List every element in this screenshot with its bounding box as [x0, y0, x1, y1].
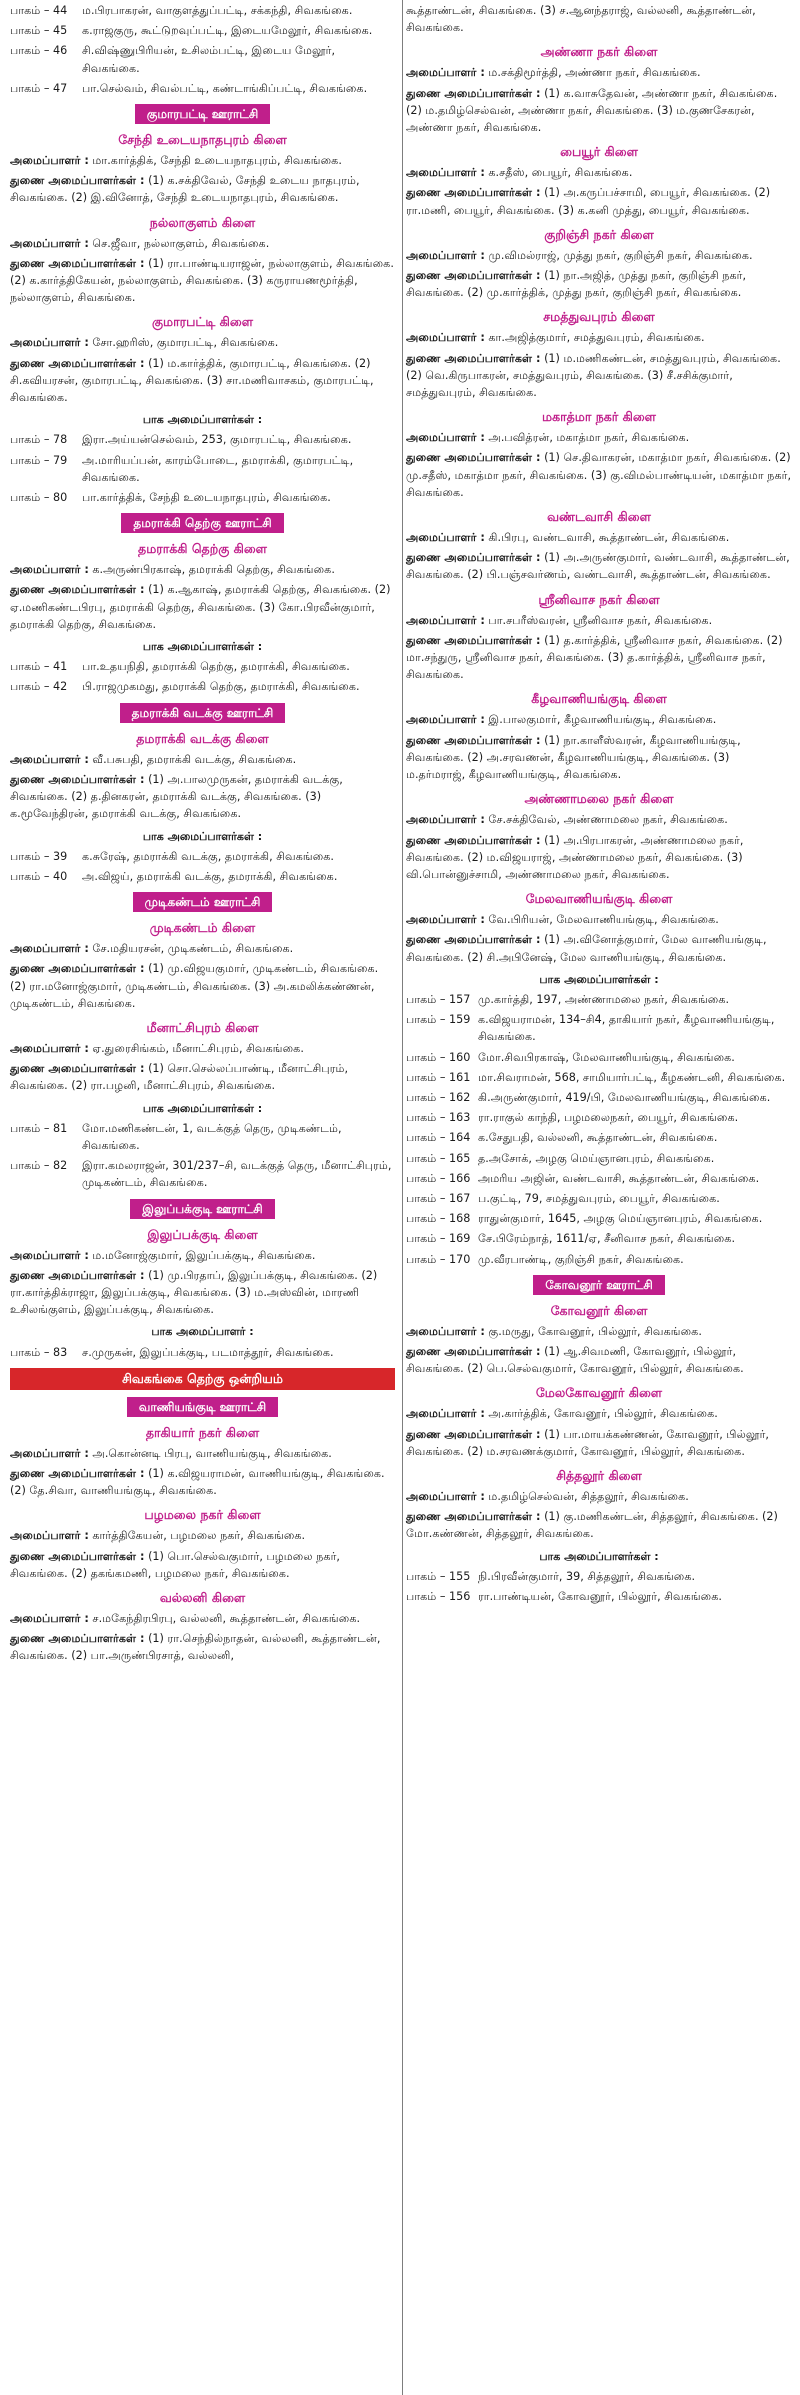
booth-organiser: ராதுன்குமார், 1645, அழகு மெய்ஞானபுரம், சிவகங்கை. — [478, 1212, 763, 1226]
appointment-entry — [406, 1488, 792, 1505]
appointment-names: (1) க.விஜயராமன், வாணியங்குடி, சிவகங்கை. (2) தே.சிவா, வாணியங்குடி, சிவகங்கை. — [10, 1466, 385, 1498]
booth-row — [406, 1129, 792, 1146]
booth-number: பாகம் – 169 — [406, 1232, 471, 1246]
branch-heading: இலுப்பக்குடி கிளை — [147, 1226, 258, 1242]
appointment-entry — [406, 164, 792, 181]
booth-number: பாகம் – 39 — [10, 849, 68, 863]
booth-number: பாகம் – 79 — [10, 453, 68, 467]
appointment-names: (1) ஆ.சிவமணி, கோவனூர், பில்லூர், சிவகங்கை. (2) பெ.செல்வகுமார், கோவனூர், பில்லூர், சிவகங்கை. — [406, 1344, 744, 1376]
appointment-role: அமைப்பாளர் : — [10, 752, 89, 766]
booth-organisers-heading: பாக அமைப்பாளர்கள் : — [142, 829, 263, 843]
booth-row — [406, 1011, 792, 1045]
booth-organiser: பா.செல்வம், சிவல்பட்டி, கண்டாங்கிப்பட்டி, சிவகங்கை. — [82, 81, 368, 95]
appointment-entry — [10, 334, 395, 351]
appointment-entry — [10, 152, 395, 169]
appointment-entry — [406, 1426, 792, 1460]
appointment-names: ம.தமிழ்செல்வன், சித்தலூர், சிவகங்கை. — [488, 1489, 689, 1503]
column-divider — [402, 0, 403, 2395]
appointment-names: (1) நா.அஜித், முத்து நகர், குறிஞ்சி நகர், சிவகங்கை. (2) மு.கார்த்திக், முத்து நகர், குறிஞ்சி நகர், சிவகங்கை. — [406, 269, 747, 300]
continued-text: கூத்தாண்டன், சிவகங்கை. (3) ச.ஆனந்தராஜ், வல்லனி, கூத்தாண்டன், சிவகங்கை. — [406, 4, 756, 35]
appointment-entry — [10, 1267, 395, 1319]
booth-row — [10, 2, 395, 19]
booth-row — [10, 678, 395, 695]
booth-row — [10, 80, 395, 97]
appointment-entry — [406, 1343, 792, 1377]
appointment-role: துணை அமைப்பாளர்கள் : — [10, 1549, 145, 1563]
booth-row — [10, 431, 395, 448]
appointment-names: ம.சக்திமூர்த்தி, அண்ணா நகர், சிவகங்கை. — [488, 66, 701, 80]
appointment-names: (1) கு.மணிகண்டன், சித்தலூர், சிவகங்கை. (2) மோ.கண்ணன், சித்தலூர், சிவகங்கை. — [406, 1510, 778, 1541]
appointment-role: துணை அமைப்பாளர்கள் : — [10, 1466, 145, 1480]
appointment-entry — [10, 940, 395, 957]
appointment-names: கா.அஜித்குமார், சமத்துவபுரம், சிவகங்கை. — [488, 331, 705, 345]
appointment-role: அமைப்பாளர் : — [406, 1489, 485, 1503]
panchayat-banner — [10, 513, 395, 533]
booth-organiser: சே.பிரேம்நாத், 1611/ஏ, சீனிவாச நகர், சிவகங்கை. — [478, 1232, 736, 1246]
booth-organisers-heading: பாக அமைப்பாளர் : — [151, 1325, 254, 1339]
booth-row — [406, 1069, 792, 1086]
booth-number: பாகம் – 167 — [406, 1191, 471, 1205]
branch-heading: சேந்தி உடையநாதபுரம் கிளை — [118, 132, 287, 148]
panchayat-banner-label: வாணியங்குடி ஊராட்சி — [127, 1397, 278, 1417]
appointment-names: (1) சொ.செல்லப்பாண்டி, மீனாட்சிபுரம், சிவகங்கை. (2) ரா.பழனி, மீனாட்சிபுரம், சிவகங்கை. — [10, 1062, 349, 1093]
appointment-role: அமைப்பாளர் : — [406, 1324, 485, 1338]
appointment-entry — [406, 549, 792, 583]
booth-row — [406, 1230, 792, 1247]
booth-number: பாகம் – 156 — [406, 1590, 471, 1603]
appointment-role: அமைப்பாளர் : — [406, 531, 485, 545]
appointment-names: (1) பா.மாயக்கண்ணன், கோவனூர், பில்லூர், சிவகங்கை. (2) ம.சரவணக்குமார், கோவனூர், பில்லூர், சிவகங்கை. — [406, 1427, 769, 1458]
appointment-entry — [406, 267, 792, 301]
booth-organiser: இரா.அய்யன்செல்வம், 253, குமாரபட்டி, சிவகங்கை. — [82, 433, 352, 447]
appointment-names: (1) த.கார்த்திக், ஸ்ரீனிவாச நகர், சிவகங்கை. (2) மா.சந்துரு, ஸ்ரீனிவாச நகர், சிவகங்கை. (3) த.கார்த்திக், ஸ்ரீனிவாச நகர், சிவகங்கை. — [406, 633, 783, 682]
appointment-names: (1) செ.திவாகரன், மகாத்மா நகர், சிவகங்கை. (2) மு.சதீஸ், மகாத்மா நகர், சிவகங்கை. (3) கு.விமல்பாண்டியன், மகாத்மா நகர், சிவகங்கை. — [406, 451, 792, 499]
appointment-entry — [406, 449, 792, 501]
appointment-names: (1) மு.விஜயகுமார், முடிகண்டம், சிவகங்கை. (2) ரா.மனோஜ்குமார், முடிகண்டம், சிவகங்கை. (3) அ.கமலிக்கண்ணன், முடிகண்டம், சிவகங்கை. — [10, 962, 379, 1010]
union-heading: சிவகங்கை தெற்கு ஒன்றியம் — [10, 1368, 395, 1390]
booth-number: பாகம் – 78 — [10, 433, 68, 447]
appointment-entry — [10, 751, 395, 768]
appointment-role: அமைப்பாளர் : — [10, 563, 89, 577]
booth-organiser: ம.பிரபாகரன், வாகுளத்துப்பட்டி, சக்கந்தி, சிவகங்கை. — [82, 4, 353, 17]
booth-number: பாகம் – 45 — [10, 24, 68, 38]
appointment-role: துணை அமைப்பாளர்கள் : — [10, 1632, 145, 1646]
appointment-names: மு.விமல்ராஜ், முத்து நகர், குறிஞ்சி நகர், சிவகங்கை. — [488, 248, 753, 262]
booth-number: பாகம் – 42 — [10, 680, 68, 694]
booth-organisers-heading: பாக அமைப்பாளர்கள் : — [539, 972, 659, 986]
branch-heading: குமாரபட்டி கிளை — [152, 314, 253, 330]
appointment-role: துணை அமைப்பாளர்கள் : — [406, 451, 541, 465]
appointment-entry — [10, 1630, 395, 1664]
panchayat-banner-label: முடிகண்டம் ஊராட்சி — [133, 892, 273, 912]
branch-heading: தமராக்கி வடக்கு கிளை — [136, 730, 269, 746]
booth-organiser: மு.வீரபாண்டி, குறிஞ்சி நகர், சிவகங்கை. — [478, 1252, 684, 1266]
appointment-entry — [406, 1405, 792, 1422]
appointment-names: (1) க.ஆகாஷ், தமராக்கி தெற்கு, சிவகங்கை. (2) ஏ.மணிகண்டபிரபு, தமராக்கி தெற்கு, சிவகங்கை. (3) கோ.பிரவீன்குமார், தமராக்கி தெற்கு, சிவகங்கை. — [10, 583, 391, 631]
appointment-role: அமைப்பாளர் : — [406, 913, 485, 927]
appointment-names: அ.கொன்னடி பிரபு, வாணியங்குடி, சிவகங்கை. — [92, 1446, 332, 1460]
panchayat-banner-label: இலுப்பக்குடி ஊராட்சி — [130, 1199, 274, 1219]
appointment-entry — [406, 732, 792, 784]
appointment-names: செ.ஜீவா, நல்லாகுளம், சிவகங்கை. — [92, 236, 270, 250]
appointment-entry — [10, 561, 395, 578]
appointment-names: அ.கார்த்திக், கோவனூர், பில்லூர், சிவகங்கை. — [488, 1407, 718, 1421]
booth-number: பாகம் – 159 — [406, 1013, 471, 1027]
booth-number: பாகம் – 41 — [10, 660, 68, 674]
appointment-role: அமைப்பாளர் : — [10, 154, 89, 168]
booth-organisers-heading: பாக அமைப்பாளர்கள் : — [142, 1101, 263, 1115]
appointment-entry — [406, 64, 792, 81]
branch-heading: மேலகோவனூர் கிளை — [535, 1385, 663, 1401]
panchayat-banner-label: தமராக்கி தெற்கு ஊராட்சி — [121, 513, 283, 533]
appointment-entry — [10, 1060, 395, 1094]
appointment-role: அமைப்பாளர் : — [10, 1248, 89, 1262]
appointment-entry — [10, 1040, 395, 1057]
appointment-names: (1) பொ.செல்வகுமார், பழமலை நகர், சிவகங்கை. (2) தகங்கமணி, பழமலை நகர், சிவகங்கை. — [10, 1549, 340, 1580]
booth-row — [10, 1157, 395, 1191]
appointment-entry — [406, 632, 792, 684]
appointment-names: (1) க.வாசுதேவன், அண்ணா நகர், சிவகங்கை. (2) ம.தமிழ்செல்வன், அண்ணா நகர், சிவகங்கை. (3) ம.குணசேகரன், அண்ணா நகர், சிவகங்கை. — [406, 86, 778, 135]
appointment-role: அமைப்பாளர் : — [406, 431, 485, 445]
appointment-entry — [406, 832, 792, 884]
branch-heading: மீனாட்சிபுரம் கிளை — [146, 1019, 259, 1035]
booth-row — [406, 1588, 792, 1605]
appointment-role: துணை அமைப்பாளர்கள் : — [406, 933, 541, 947]
booth-row — [406, 1109, 792, 1126]
appointment-names: (1) அ.கருப்பச்சாமி, பையூர், சிவகங்கை. (2) ரா.மணி, பையூர், சிவகங்கை. (3) க.கனி முத்து, பையூர், சிவகங்கை. — [406, 186, 771, 217]
appointment-entry — [10, 1445, 395, 1462]
appointment-role: அமைப்பாளர் : — [10, 1529, 89, 1543]
booth-row — [406, 1089, 792, 1106]
booth-number: பாகம் – 40 — [10, 869, 68, 883]
appointment-names: சோ.ஹரிஸ், குமாரபட்டி, சிவகங்கை. — [92, 336, 279, 350]
booth-organiser: ச.முருகன், இலுப்பக்குடி, படமாத்தூர், சிவகங்கை. — [82, 1345, 334, 1359]
appointment-role: துணை அமைப்பாளர்கள் : — [10, 772, 145, 786]
booth-organiser: பி.ராஜமுகமது, தமராக்கி தெற்கு, தமராக்கி, சிவகங்கை. — [82, 680, 360, 694]
appointment-role: அமைப்பாளர் : — [406, 813, 485, 827]
appointment-entry — [406, 85, 792, 137]
booth-organiser: மு.கார்த்தி, 197, அண்ணாமலை நகர், சிவகங்கை. — [478, 992, 730, 1006]
booth-number: பாகம் – 82 — [10, 1159, 68, 1173]
panchayat-banner — [10, 1199, 395, 1219]
branch-heading: அண்ணாமலை நகர் கிளை — [524, 791, 674, 807]
appointment-names: (1) அ.வினோத்குமார், மேல வாணியங்குடி, சிவகங்கை. (2) சி.அபினேஷ், மேல வாணியங்குடி, சிவகங்கை. — [406, 933, 767, 964]
booth-row — [406, 1190, 792, 1207]
booth-organiser: ரா.ராகுல் காந்தி, பழமலைநகர், பையூர், சிவகங்கை. — [478, 1111, 739, 1125]
right-column — [406, 2, 792, 1668]
branch-heading: தாகியார் நகர் கிளை — [145, 1424, 260, 1440]
appointment-names: (1) அ.அருண்குமார், வண்டவாசி, கூத்தாண்டன், சிவகங்கை. (2) பி.பஞ்சவர்ணம், வண்டவாசி, கூத்தாண்டன், சிவகங்கை. — [406, 551, 790, 582]
booth-organiser: பா.கார்த்திக், சேந்தி உடையநாதபுரம், சிவகங்கை. — [82, 491, 331, 505]
panchayat-banner — [10, 703, 395, 723]
appointment-role: அமைப்பாளர் : — [406, 1407, 485, 1421]
booth-organiser: அமரிய அஜின், வண்டவாசி, கூத்தாண்டன், சிவகங்கை. — [478, 1171, 760, 1185]
booth-number: பாகம் – 165 — [406, 1151, 471, 1165]
appointment-names: அ.பவித்ரன், மகாத்மா நகர், சிவகங்கை. — [488, 431, 690, 445]
appointment-role: துணை அமைப்பாளர்கள் : — [406, 833, 541, 847]
appointment-role: துணை அமைப்பாளர்கள் : — [406, 1344, 541, 1358]
panchayat-banner — [10, 1397, 395, 1417]
appointment-role: துணை அமைப்பாளர்கள் : — [10, 174, 145, 188]
appointment-names: பா.சபரீஸ்வரன், ஸ்ரீனிவாச நகர், சிவகங்கை. — [488, 613, 713, 627]
appointment-entry — [10, 1527, 395, 1544]
appointment-role: துணை அமைப்பாளர்கள் : — [406, 1510, 541, 1524]
appointment-role: அமைப்பாளர் : — [10, 1041, 89, 1055]
appointment-role: துணை அமைப்பாளர்கள் : — [406, 733, 541, 747]
appointment-entry — [406, 1323, 792, 1340]
booth-number: பாகம் – 161 — [406, 1070, 471, 1084]
booth-number: பாகம் – 80 — [10, 491, 68, 505]
appointment-entry — [10, 1247, 395, 1264]
appointment-entry — [406, 529, 792, 546]
appointment-entry — [406, 429, 792, 446]
panchayat-banner-label: தமராக்கி வடக்கு ஊராட்சி — [120, 703, 286, 723]
appointment-entry — [406, 931, 792, 965]
booth-row — [406, 1251, 792, 1268]
branch-heading: சித்தலூர் கிளை — [556, 1467, 642, 1483]
appointment-role: அமைப்பாளர் : — [406, 66, 485, 80]
booth-row — [10, 1344, 395, 1361]
booth-number: பாகம் – 44 — [10, 4, 68, 17]
appointment-names: க.அருண்பிரகாஷ், தமராக்கி தெற்கு, சிவகங்கை. — [92, 563, 335, 577]
appointment-role: துணை அமைப்பாளர்கள் : — [10, 256, 145, 270]
booth-number: பாகம் – 46 — [10, 44, 68, 58]
panchayat-banner-label: கோவனூர் ஊராட்சி — [533, 1275, 664, 1295]
booth-number: பாகம் – 47 — [10, 81, 68, 95]
booth-organiser: பா.உதயநிதி, தமராக்கி தெற்கு, தமராக்கி, சிவகங்கை. — [82, 660, 350, 674]
appointment-names: மா.கார்த்திக், சேந்தி உடையநாதபுரம், சிவகங்கை. — [92, 154, 342, 168]
branch-heading: கீழவாணியங்குடி கிளை — [531, 691, 667, 707]
booth-organiser: மோ.சிவபிரகாஷ், மேலவாணியங்குடி, சிவகங்கை. — [478, 1050, 735, 1064]
appointment-entry — [406, 184, 792, 218]
booth-row — [10, 1120, 395, 1154]
booth-row — [10, 848, 395, 865]
booth-row — [406, 1170, 792, 1187]
appointment-names: சே.மதியரசன், முடிகண்டம், சிவகங்கை. — [92, 942, 294, 956]
appointment-role: அமைப்பாளர் : — [10, 336, 89, 350]
booth-row — [10, 452, 395, 486]
appointment-entry — [406, 350, 792, 402]
booth-organiser: அ.விஜய், தமராக்கி வடக்கு, தமராக்கி, சிவகங்கை. — [82, 869, 338, 883]
appointment-role: அமைப்பாளர் : — [10, 942, 89, 956]
appointment-role: அமைப்பாளர் : — [406, 166, 485, 180]
appointment-names: (1) நா.காளீஸ்வரன், கீழவாணியங்குடி, சிவகங்கை. (2) அ.சரவணன், கீழவாணியங்குடி, சிவகங்கை. (3) ம.தர்மராஜ், கீழவாணியங்குடி, சிவகங்கை. — [406, 733, 741, 782]
appointment-entry — [406, 711, 792, 728]
branch-heading: பழமலை நகர் கிளை — [144, 1507, 261, 1523]
appointment-entry — [406, 1508, 792, 1542]
booth-organiser: மா.சிவராமன், 568, சாமியார்பட்டி, கீழகண்டனி, சிவகங்கை. — [478, 1070, 786, 1084]
appointment-names: (1) ம.கார்த்திக், குமாரபட்டி, சிவகங்கை. (2) சி.கவியரசன், குமாரபட்டி, சிவகங்கை. (3) சா.மணிவாசகம், குமாரபட்டி, சிவகங்கை. — [10, 356, 374, 405]
appointment-role: துணை அமைப்பாளர்கள் : — [406, 351, 541, 365]
booth-organiser: அ.மாரியப்பன், காரம்போடை, தமராக்கி, குமாரபட்டி, சிவகங்கை. — [82, 453, 354, 484]
booth-organisers-heading: பாக அமைப்பாளர்கள் : — [142, 413, 263, 427]
booth-number: பாகம் – 163 — [406, 1111, 471, 1125]
booth-organiser: க.சுரேஷ், தமராக்கி வடக்கு, தமராக்கி, சிவகங்கை. — [82, 849, 334, 863]
appointment-role: துணை அமைப்பாளர்கள் : — [406, 86, 541, 100]
branch-heading: முடிகண்டம் கிளை — [149, 920, 256, 936]
appointment-entry — [10, 355, 395, 407]
branch-heading: அண்ணா நகர் கிளை — [540, 44, 658, 60]
booth-row — [10, 658, 395, 675]
booth-row — [406, 1150, 792, 1167]
appointment-role: அமைப்பாளர் : — [406, 248, 485, 262]
appointment-role: துணை அமைப்பாளர்கள் : — [406, 551, 541, 565]
booth-organisers-heading: பாக அமைப்பாளர்கள் : — [539, 1549, 659, 1563]
booth-row — [406, 1210, 792, 1227]
appointment-role: அமைப்பாளர் : — [10, 1611, 89, 1625]
booth-row — [10, 42, 395, 76]
appointment-role: அமைப்பாளர் : — [10, 1446, 89, 1460]
panchayat-banner — [10, 892, 395, 912]
appointment-names: (1) ரா.செந்தில்நாதன், வல்லனி, கூத்தாண்டன், சிவகங்கை. (2) பா.அருண்பிரசாத், வல்லனி, — [10, 1632, 381, 1663]
booth-number: பாகம் – 81 — [10, 1121, 68, 1135]
appointment-names: கு.மருது, கோவனூர், பில்லூர், சிவகங்கை. — [488, 1324, 702, 1338]
appointment-names: (1) ம.மணிகண்டன், சமத்துவபுரம், சிவகங்கை. (2) வெ.கிருபாகரன், சமத்துவபுரம், சிவகங்கை. (3) சீ.சசிக்குமார், சமத்துவபுரம், சிவகங்கை. — [406, 351, 781, 400]
branch-heading: தமராக்கி தெற்கு கிளை — [138, 541, 267, 557]
booth-organiser: நி.பிரவீன்குமார், 39, சித்தலூர், சிவகங்கை. — [478, 1569, 696, 1583]
booth-row — [406, 991, 792, 1008]
appointment-names: சே.சக்திவேல், அண்ணாமலை நகர், சிவகங்கை. — [488, 813, 728, 827]
booth-row — [10, 489, 395, 506]
panchayat-banner — [10, 104, 395, 124]
panchayat-banner — [406, 1275, 792, 1295]
appointment-role: துணை அமைப்பாளர்கள் : — [10, 356, 145, 370]
booth-number: பாகம் – 168 — [406, 1212, 471, 1226]
booth-organiser: க.ராஜகுரு, கூட்டுறவுப்பட்டி, இடையமேலூர், சிவகங்கை. — [82, 24, 373, 38]
appointment-names: கி.பிரபு, வண்டவாசி, கூத்தாண்டன், சிவகங்கை. — [488, 531, 730, 545]
appointment-names: ஏ.துரைசிங்கம், மீனாட்சிபுரம், சிவகங்கை. — [92, 1041, 304, 1055]
booth-row — [10, 22, 395, 39]
booth-organiser: இரா.கமலராஜன், 301/237–சி, வடக்குத் தெரு, மீனாட்சிபுரம், முடிகண்டம், சிவகங்கை. — [82, 1159, 392, 1190]
branch-heading: மகாத்மா நகர் கிளை — [542, 409, 656, 425]
appointment-entry — [10, 1548, 395, 1582]
appointment-entry — [10, 1465, 395, 1499]
appointment-names: (1) ரா.பாண்டியராஜன், நல்லாகுளம், சிவகங்கை. (2) க.கார்த்திகேயன், நல்லாகுளம், சிவகங்கை. (3) கருராயணமூர்த்தி, நல்லாகுளம், சிவகங்கை. — [10, 256, 394, 305]
appointment-entry — [10, 581, 395, 633]
appointment-role: துணை அமைப்பாளர்கள் : — [406, 633, 541, 647]
booth-number: பாகம் – 157 — [406, 992, 471, 1006]
booth-organiser: ரா.பாண்டியன், கோவனூர், பில்லூர், சிவகங்கை. — [478, 1590, 722, 1603]
booth-organiser: கி.அருண்குமார், 419/பி, மேலவாணியங்குடி, சிவகங்கை. — [478, 1090, 771, 1104]
appointment-names: (1) அ.பாலமுருகன், தமராக்கி வடக்கு, சிவகங்கை. (2) த.தினகரன், தமராக்கி வடக்கு, சிவகங்கை. (3) க.மூவேந்திரன், தமராக்கி வடக்கு, சிவகங்கை. — [10, 772, 343, 821]
branch-heading: குறிஞ்சி நகர் கிளை — [544, 226, 654, 242]
appointment-role: துணை அமைப்பாளர்கள் : — [406, 1427, 541, 1441]
booth-row — [10, 868, 395, 885]
appointment-entry — [10, 771, 395, 823]
branch-heading: மேலவாணியங்குடி கிளை — [525, 891, 673, 907]
appointment-entry — [10, 235, 395, 252]
booth-organiser: க.விஜயராமன், 134–சி4, தாகியார் நகர், கீழவாணியங்குடி, சிவகங்கை. — [478, 1013, 775, 1044]
appointment-names: (1) க.சக்திவேல், சேந்தி உடைய நாதபுரம், சிவகங்கை. (2) இ.வினோத், சேந்தி உடையநாதபுரம், சிவகங்கை. — [10, 174, 360, 205]
appointment-names: ச.மகேந்திரபிரபு, வல்லனி, கூத்தாண்டன், சிவகங்கை. — [92, 1611, 361, 1625]
branch-heading: பையூர் கிளை — [560, 144, 638, 160]
appointment-role: துணை அமைப்பாளர்கள் : — [10, 962, 145, 976]
appointment-role: துணை அமைப்பாளர்கள் : — [406, 186, 541, 200]
branch-heading: வல்லனி கிளை — [159, 1589, 246, 1605]
branch-heading: கோவனூர் கிளை — [550, 1302, 648, 1318]
appointment-role: அமைப்பாளர் : — [406, 613, 485, 627]
appointment-entry — [10, 172, 395, 206]
booth-organisers-heading: பாக அமைப்பாளர்கள் : — [142, 640, 263, 654]
branch-heading: ஸ்ரீனிவாச நகர் கிளை — [538, 591, 660, 607]
appointment-names: இ.பாலகுமார், கீழவாணியங்குடி, சிவகங்கை. — [488, 713, 717, 727]
appointment-role: துணை அமைப்பாளர்கள் : — [406, 269, 541, 283]
appointment-names: ம.மனோஜ்குமார், இலுப்பக்குடி, சிவகங்கை. — [92, 1248, 316, 1262]
appointment-entry — [406, 247, 792, 264]
booth-row — [406, 1049, 792, 1066]
booth-row — [406, 1568, 792, 1585]
panchayat-banner-label: குமாரபட்டி ஊராட்சி — [135, 104, 270, 124]
appointment-entry — [10, 255, 395, 307]
booth-number: பாகம் – 166 — [406, 1171, 471, 1185]
booth-organiser: ப.குட்டி, 79, சமத்துவபுரம், பையூர், சிவகங்கை. — [478, 1191, 720, 1205]
appointment-role: அமைப்பாளர் : — [406, 713, 485, 727]
appointment-names: க.சதீஸ், பையூர், சிவகங்கை. — [488, 166, 633, 180]
appointment-names: (1) அ.பிரபாகரன், அண்ணாமலை நகர், சிவகங்கை. (2) ம.விஜயராஜ், அண்ணாமலை நகர், சிவகங்கை. (3) வி.பொன்னுச்சாமி, அண்ணாமலை நகர், சிவகங்கை. — [406, 833, 744, 881]
appointment-entry — [406, 911, 792, 928]
left-column — [10, 2, 395, 1668]
booth-organiser: க.சேதுபதி, வல்லனி, கூத்தாண்டன், சிவகங்கை. — [478, 1131, 718, 1145]
booth-number: பாகம் – 83 — [10, 1345, 68, 1359]
booth-organiser: த.அசோக், அழகு மெய்ஞானபுரம், சிவகங்கை. — [478, 1151, 715, 1165]
appointment-entry — [406, 612, 792, 629]
appointment-role: அமைப்பாளர் : — [406, 331, 485, 345]
appointment-entry — [406, 811, 792, 828]
booth-number: பாகம் – 162 — [406, 1090, 471, 1104]
booth-number: பாகம் – 160 — [406, 1050, 471, 1064]
appointment-entry — [406, 329, 792, 346]
appointment-names: வீ.பசுபதி, தமராக்கி வடக்கு, சிவகங்கை. — [92, 752, 297, 766]
booth-organiser: மோ.மணிகண்டன், 1, வடக்குத் தெரு, முடிகண்டம், சிவகங்கை. — [82, 1121, 342, 1152]
appointment-names: கார்த்திகேயன், பழமலை நகர், சிவகங்கை. — [92, 1529, 306, 1543]
appointment-role: துணை அமைப்பாளர்கள் : — [10, 583, 145, 597]
appointment-entry — [10, 960, 395, 1012]
appointment-entry — [10, 1610, 395, 1627]
appointment-names: வே.பிரியன், மேலவாணியங்குடி, சிவகங்கை. — [488, 913, 719, 927]
branch-heading: வண்டவாசி கிளை — [547, 509, 651, 525]
booth-number: பாகம் – 155 — [406, 1569, 471, 1583]
branch-heading: நல்லாகுளம் கிளை — [149, 214, 256, 230]
appointment-role: துணை அமைப்பாளர்கள் : — [10, 1062, 145, 1076]
booth-number: பாகம் – 170 — [406, 1252, 471, 1266]
appointment-role: அமைப்பாளர் : — [10, 236, 89, 250]
branch-heading: சமத்துவபுரம் கிளை — [543, 309, 655, 325]
booth-organiser: சி.விஷ்ணுபிரியன், உசிலம்பட்டி, இடைய மேலூர், சிவகங்கை. — [82, 44, 336, 75]
appointment-names: (1) மு.பிரதாப், இலுப்பக்குடி, சிவகங்கை. (2) ரா.கார்த்திக்ராஜா, இலுப்பக்குடி, சிவகங்கை. (3) ம.அஸ்வின், மாரணி உசிலங்குளம், இலுப்பக்குடி, சிவகங்கை. — [10, 1268, 378, 1317]
booth-number: பாகம் – 164 — [406, 1131, 471, 1145]
appointment-role: துணை அமைப்பாளர்கள் : — [10, 1268, 145, 1282]
